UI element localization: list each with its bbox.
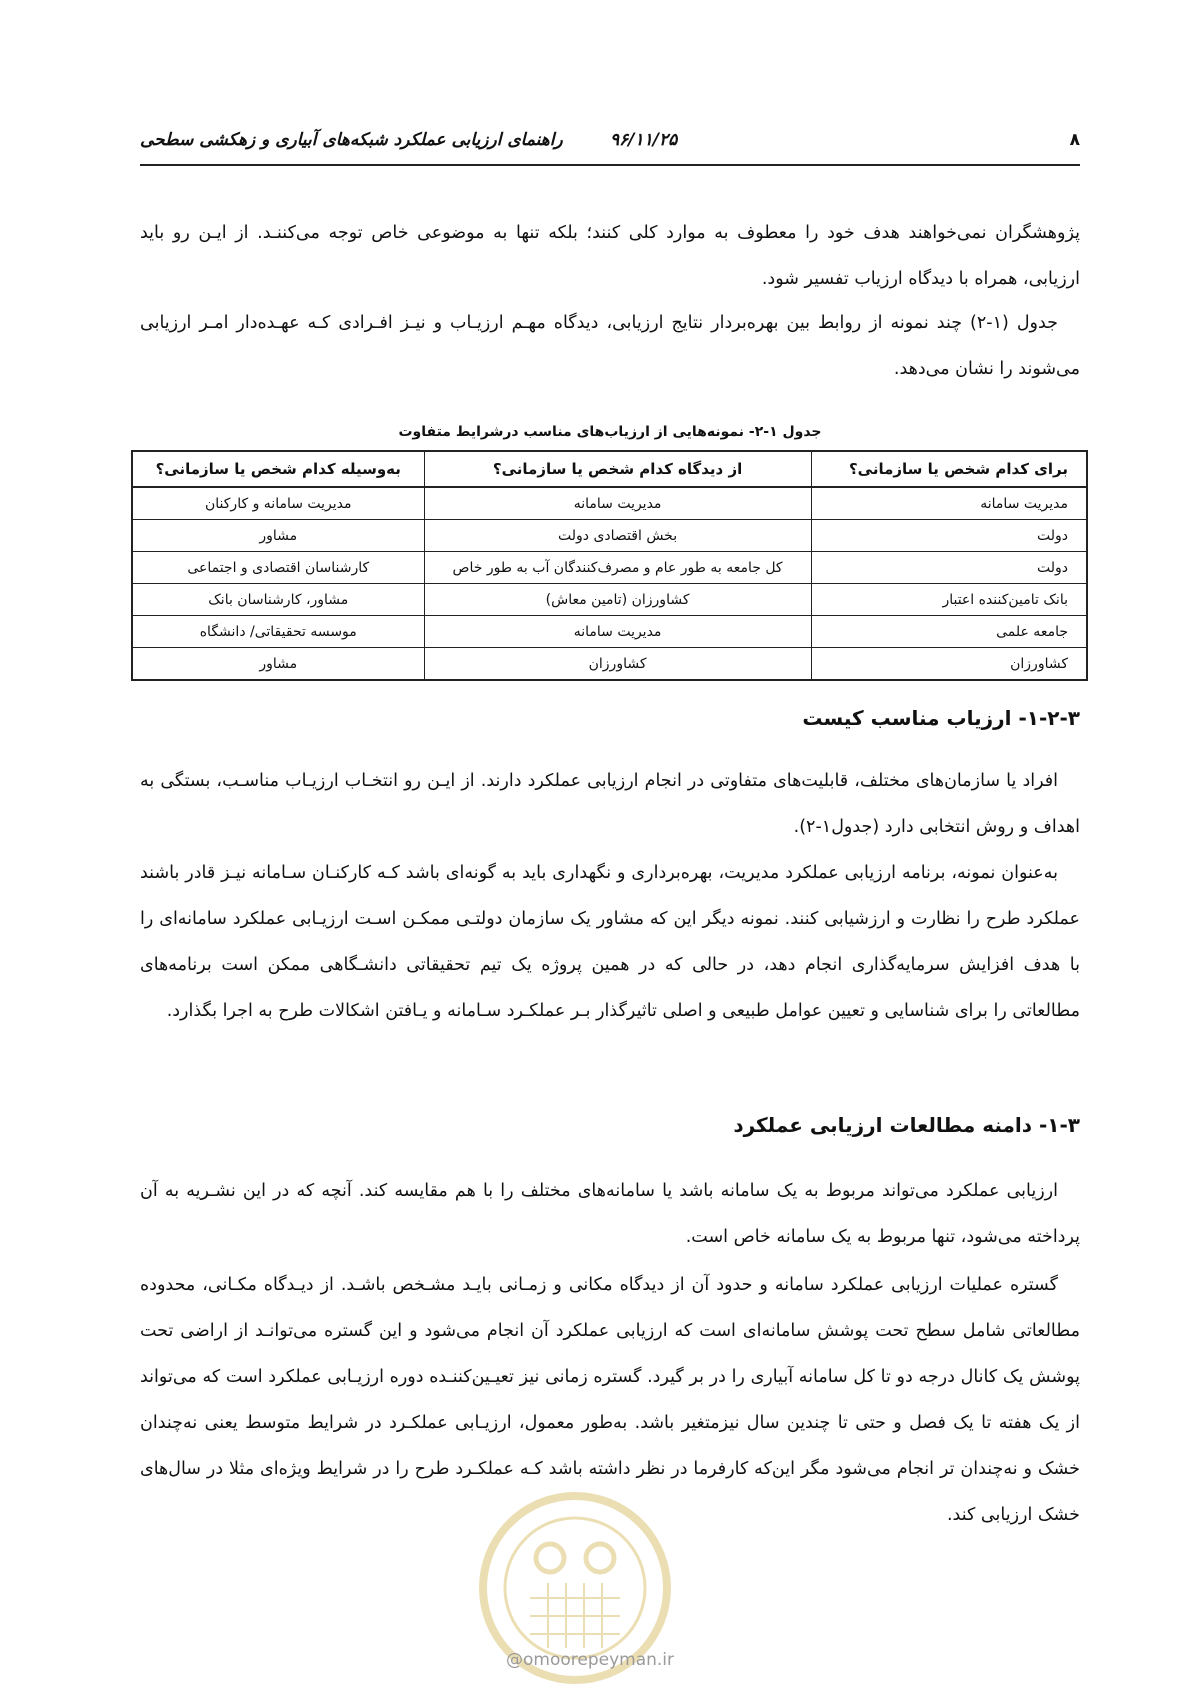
table-cell: مدیریت سامانه <box>811 487 1087 520</box>
header-date: ۹۶/۱۱/۲۵ <box>610 130 678 150</box>
table-header-row <box>132 451 1087 487</box>
paragraph-spatial-temporal: گستره عملیات ارزیابی عملکرد سامانه و حدود آن از دیدگاه مکانی و زمـانی بایـد مشـخص باشـد. از دیـدگاه مکـانی، محدوده مطالعاتی شامل سطح تحت پوشش سامانه‌ای است که ارزیابی عملکرد آن انجام می‌شود و این گستره می‌توانـد از اراضی تحت پوشش یک کانال درجه دو تا کل سامانه آبیاری را در بر گیرد. گستره زمانی نیز تعیـین‌کننـده دوره ارزیـابی عملکرد است که می‌تواند از یک هفته تا یک فصل و حتی تا چندین سال نیزمتغیر باشد. به‌طور معمول، ارزیـابی عملکـرد در شرایط متوسط یعنی نه‌چندان خشک و نه‌چندان تر انجام می‌شود مگر این‌که کارفرما در نظر داشته باشد کـه عملکـرد طرح را در شرایط ویژه‌ای مثلا در سال‌های خشک ارزیابی کند. <box>140 1275 1080 1525</box>
table-cell: مشاور <box>132 520 424 552</box>
page-header <box>140 130 1080 160</box>
table-row <box>132 552 1087 584</box>
watermark-site: @omoorepeyman.ir <box>505 1650 675 1670</box>
table-row <box>132 584 1087 616</box>
table-cell: مدیریت سامانه <box>424 616 811 648</box>
paragraph-scope: ارزیابی عملکرد می‌تواند مربوط به یک سامانه باشد یا سامانه‌های مختلف را با هم مقایسه کند. آنچه که در این نشـریه به آن پرداخته می‌شود، تنها مربوط به یک سامانه خاص است. <box>140 1181 1080 1247</box>
table-cell: جامعه علمی <box>811 616 1087 648</box>
paragraph-intro: پژوهشگران نمی‌خواهند هدف خود را معطوف به موارد کلی کنند؛ بلکه تنها به موضوعی خاص توجه می‌کننـد. از ایـن رو باید ارزیابی، همراه با دیدگاه ارزیاب تفسیر شود. <box>140 223 1080 289</box>
table-cell: دولت <box>811 552 1087 584</box>
paragraph-table-reference: جدول (۱-۲) چند نمونه از روابط بین بهره‌بردار نتایج ارزیابی، دیدگاه مهـم ارزیـاب و نیـز افـرادی کـه عهـده‌دار امـر ارزیابی می‌شوند را نشان می‌دهد. <box>140 313 1080 379</box>
table-cell: کارشناسان اقتصادی و اجتماعی <box>132 552 424 584</box>
page-number: ۸ <box>1069 130 1080 150</box>
table-cell: دولت <box>811 520 1087 552</box>
table-cell: مشاور، کارشناسان بانک <box>132 584 424 616</box>
table-cell: کشاورزان <box>811 648 1087 681</box>
column-header: به‌وسیله کدام شخص یا سازمانی؟ <box>132 451 424 487</box>
table-cell: مشاور <box>132 648 424 681</box>
table-cell: موسسه تحقیقاتی/ دانشگاه <box>132 616 424 648</box>
table-cell: کل جامعه به طور عام و مصرف‌کنندگان آب به طور خاص <box>424 552 811 584</box>
table-row <box>132 616 1087 648</box>
evaluators-table <box>131 450 1088 681</box>
table-cell: بخش اقتصادی دولت <box>424 520 811 552</box>
table-cell: بانک تامین‌کننده اعتبار <box>811 584 1087 616</box>
table-row <box>132 520 1087 552</box>
paragraph-evaluator-choice: افراد یا سازمان‌های مختلف، قابلیت‌های متفاوتی در انجام ارزیابی عملکرد دارند. از ایـن رو انتخـاب ارزیـاب مناسـب، بستگی به اهداف و روش انتخابی دارد (جدول۱-۲). <box>140 771 1080 837</box>
table-cell: مدیریت سامانه و کارکنان <box>132 487 424 520</box>
header-title: راهنمای ارزیابی عملکرد شبکه‌های آبیاری و زهکشی سطحی <box>140 130 563 150</box>
column-header: برای کدام شخص یا سازمانی؟ <box>811 451 1087 487</box>
table-cell: کشاورزان <box>424 648 811 681</box>
table-cell: مدیریت سامانه <box>424 487 811 520</box>
section-heading: ۱-۲-۳- ارزیاب مناسب کیست <box>802 706 1080 730</box>
column-header: از دیدگاه کدام شخص یا سازمانی؟ <box>424 451 811 487</box>
table-cell: کشاورزان (تامین معاش) <box>424 584 811 616</box>
header-divider <box>140 164 1080 166</box>
table-row <box>132 487 1087 520</box>
table-row <box>132 648 1087 681</box>
paragraph-example: به‌عنوان نمونه، برنامه ارزیابی عملکرد مدیریت، بهره‌برداری و نگهداری باید به گونه‌ای باشد کـه کارکنـان سـامانه نیـز قادر باشند عملکرد طرح را نظارت و ارزشیابی کنند. نمونه دیگر این که مشاور یک سازمان دولتـی ممکـن اسـت ارزیـابی عملکرد سامانه‌ای را با هدف افزایش سرمایه‌گذاری انجام دهد، در حالی که در همین پروژه یک تیم تحقیقاتی دانشـگاهی ممکن است برنامه‌های مطالعاتی را برای شناسایی و تعیین عوامل طبیعی و اصلی تاثیرگذار بـر عملکـرد سـامانه و یـافتن اشکالات طرح به اجرا بگذارد. <box>140 863 1080 1021</box>
table-caption: جدول ۱-۲- نمونه‌هایی از ارزیاب‌های مناسب درشرایط متفاوت <box>398 424 822 440</box>
section-heading: ۱-۳- دامنه مطالعات ارزیابی عملکرد <box>733 1113 1080 1137</box>
